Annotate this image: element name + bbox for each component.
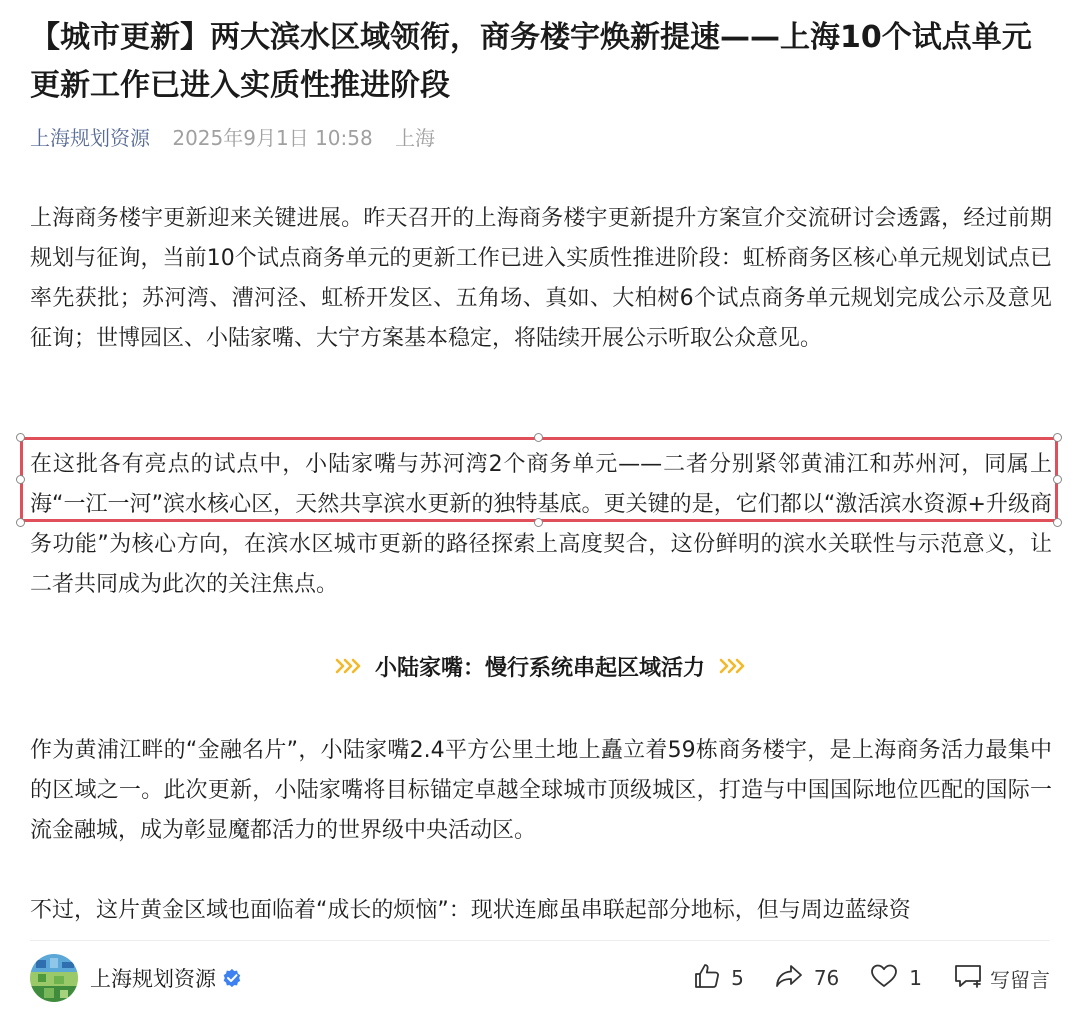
article-meta bbox=[30, 122, 435, 154]
account-name[interactable]: 上海规划资源 bbox=[90, 967, 216, 991]
chevron-right-icon bbox=[719, 657, 745, 675]
paragraph: 在这批各有亮点的试点中，小陆家嘴与苏河湾2个商务单元——二者分别紧邻黄浦江和苏州河，同属上海“一江一河”滨水核心区，天然共享滨水更新的独特基底。更关键的是，它们都以“激活滨水资源+升级商务功能”为核心方向，在滨水区城市更新的路径探索上高度契合，这份鲜明的滨水关联性与示范意义，让二者共同成为此次的关注焦点。 bbox=[30, 452, 1052, 597]
publish-location: 上海 bbox=[395, 126, 436, 150]
engagement-actions bbox=[663, 962, 1050, 995]
selection-handle-top-center[interactable] bbox=[534, 433, 543, 442]
selection-handle-bottom-right[interactable] bbox=[1053, 518, 1062, 527]
section-heading bbox=[0, 646, 1080, 686]
selection-highlight-box[interactable] bbox=[20, 437, 1058, 522]
article-footer-bar bbox=[30, 954, 1050, 1002]
section-heading-text: 小陆家嘴：慢行系统串起区域活力 bbox=[374, 655, 705, 681]
chevron-right-icon bbox=[335, 657, 361, 675]
verified-icon bbox=[222, 968, 242, 988]
like-count: 5 bbox=[731, 966, 744, 990]
share-button[interactable] bbox=[774, 962, 839, 995]
account-avatar[interactable] bbox=[30, 954, 78, 1002]
footer-divider bbox=[30, 940, 1050, 941]
heart-icon bbox=[869, 962, 909, 995]
selection-handle-top-left[interactable] bbox=[16, 433, 25, 442]
share-count: 76 bbox=[813, 966, 840, 990]
article-title: 【城市更新】两大滨水区域领衔，商务楼宇焕新提速——上海10个试点单元更新工作已进入实质性推进阶段 bbox=[30, 20, 1032, 103]
write-comment-label: 写留言 bbox=[990, 967, 1050, 992]
paragraph: 上海商务楼宇更新迎来关键进展。昨天召开的上海商务楼宇更新提升方案宣介交流研讨会透露，经过前期规划与征询，当前10个试点商务单元的更新工作已进入实质性推进阶段：虹桥商务区核心单元规划试点已率先获批；苏河湾、漕河泾、虹桥开发区、五角场、真如、大柏树6个试点商务单元规划完成公示及意见征询；世博园区、小陆家嘴、大宁方案基本稳定，将陆续开展公示听取公众意见。 bbox=[30, 206, 1052, 351]
like-button[interactable] bbox=[693, 962, 744, 995]
write-comment-button[interactable] bbox=[952, 962, 1050, 995]
love-button[interactable] bbox=[869, 962, 922, 995]
selection-handle-middle-left[interactable] bbox=[16, 475, 25, 484]
love-count: 1 bbox=[909, 966, 922, 990]
selection-handle-middle-right[interactable] bbox=[1053, 475, 1062, 484]
selection-handle-bottom-center[interactable] bbox=[534, 518, 543, 527]
thumbs-up-icon bbox=[693, 962, 731, 995]
selection-handle-bottom-left[interactable] bbox=[16, 518, 25, 527]
publish-date: 2025年9月1日 10:58 bbox=[172, 126, 373, 150]
source-account-link[interactable]: 上海规划资源 bbox=[30, 126, 150, 150]
selection-handle-top-right[interactable] bbox=[1053, 433, 1062, 442]
paragraph: 不过，这片黄金区域也面临着“成长的烦恼”：现状连廊虽串联起部分地标，但与周边蓝绿资 bbox=[30, 898, 911, 923]
paragraph: 作为黄浦江畔的“金融名片”，小陆家嘴2.4平方公里土地上矗立着59栋商务楼宇，是上海商务活力最集中的区域之一。此次更新，小陆家嘴将目标锚定卓越全球城市顶级城区，打造与中国国际地位匹配的国际一流金融城，成为彰显魔都活力的世界级中央活动区。 bbox=[30, 738, 1052, 843]
share-icon bbox=[774, 962, 814, 995]
comment-icon bbox=[952, 962, 990, 995]
